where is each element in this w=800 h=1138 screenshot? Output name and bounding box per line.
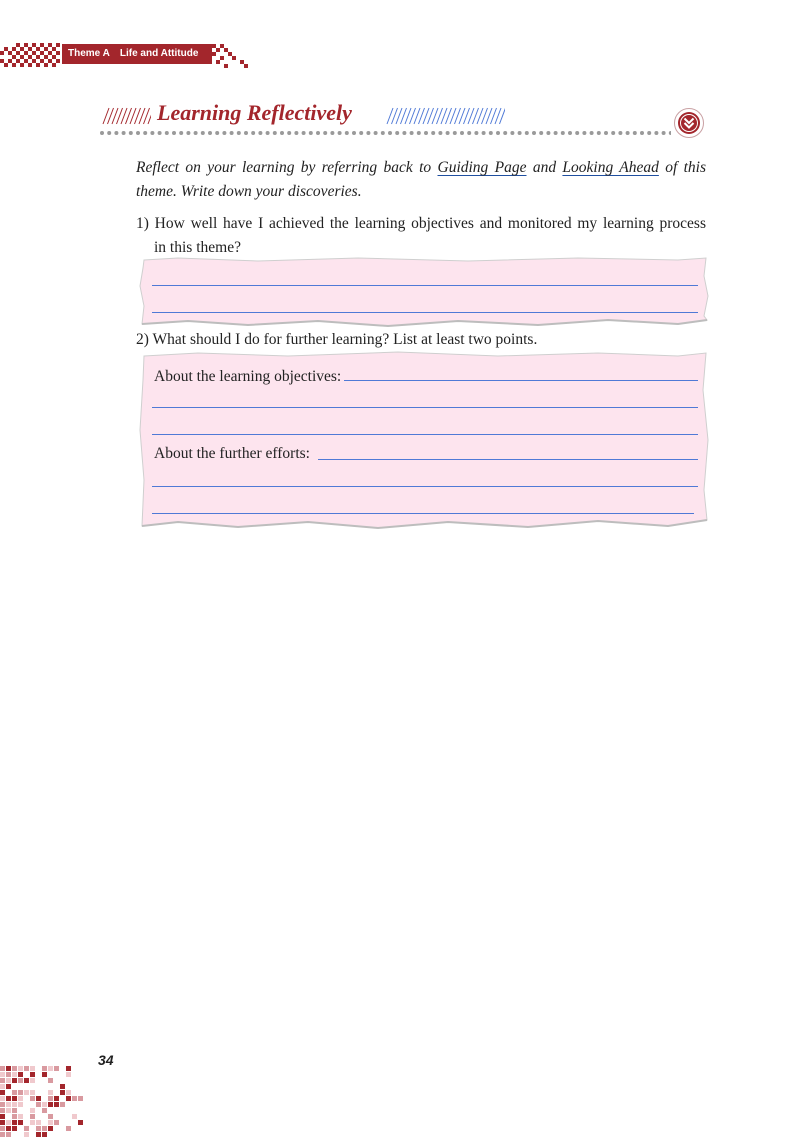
theme-header-bar bbox=[62, 44, 212, 64]
intro-text-2: and bbox=[526, 159, 563, 176]
question-1 bbox=[136, 212, 706, 260]
intro-text-3: of this theme. Write down your discoveries. bbox=[136, 159, 707, 200]
looking-ahead-link[interactable]: Looking Ahead bbox=[562, 159, 659, 176]
header-pixel-pattern-right bbox=[212, 44, 252, 68]
answer-box-1 bbox=[138, 256, 710, 328]
further-efforts-label: About the further efforts: bbox=[154, 445, 310, 462]
header-pixel-pattern bbox=[0, 42, 62, 68]
answer-line[interactable] bbox=[152, 434, 698, 435]
answer-line[interactable] bbox=[152, 312, 698, 313]
title-hatch-right bbox=[385, 106, 505, 126]
answer-line[interactable] bbox=[152, 513, 694, 514]
intro-text-1: Reflect on your learning by referring back to bbox=[136, 159, 438, 176]
theme-title: Life and Attitude bbox=[119, 48, 199, 59]
section-title: Learning Reflectively bbox=[157, 100, 352, 125]
answer-line[interactable] bbox=[344, 380, 698, 381]
page-number: 34 bbox=[98, 1052, 114, 1068]
question-1-line-2: in this theme? bbox=[154, 239, 241, 256]
footer-pixel-pattern bbox=[0, 1064, 92, 1138]
answer-line[interactable] bbox=[152, 486, 698, 487]
answer-line[interactable] bbox=[318, 459, 698, 460]
answer-line[interactable] bbox=[152, 407, 698, 408]
answer-line[interactable] bbox=[152, 285, 698, 286]
intro-instructions bbox=[136, 156, 706, 204]
question-1-line-1: 1) How well have I achieved the learning objectives and monitored my learning process bbox=[136, 215, 706, 232]
title-hatch-left bbox=[99, 106, 151, 126]
question-2: 2) What should I do for further learning? List at least two points. bbox=[136, 331, 538, 348]
double-chevron-down-icon[interactable] bbox=[674, 108, 704, 138]
theme-label: Theme A bbox=[68, 48, 110, 59]
title-dotted-rule bbox=[99, 130, 671, 136]
learning-objectives-label: About the learning objectives: bbox=[154, 368, 342, 385]
answer-box-2 bbox=[138, 350, 710, 534]
guiding-page-link[interactable]: Guiding Page bbox=[437, 159, 527, 176]
